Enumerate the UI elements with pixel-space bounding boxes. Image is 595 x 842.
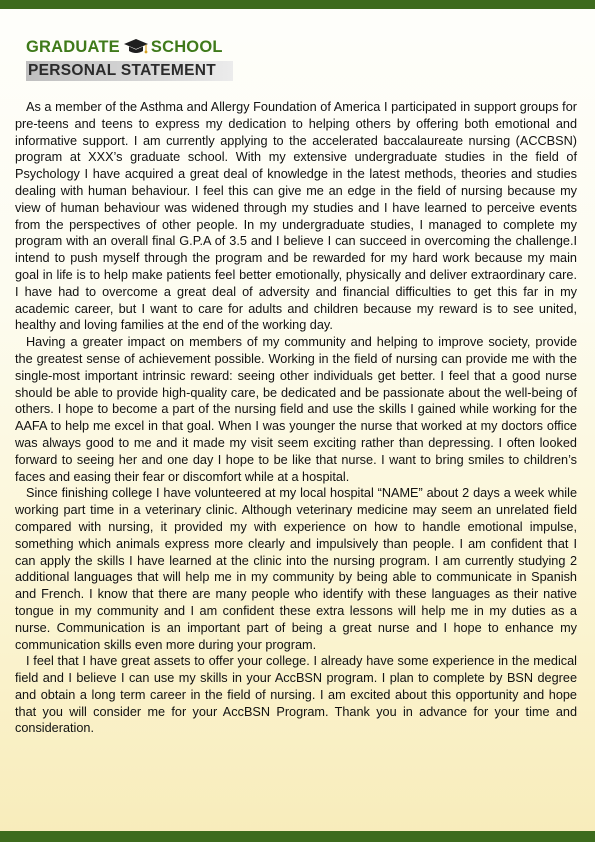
statement-paragraph-1: As a member of the Asthma and Allergy Foundation of America I participated in support groups for pre-teens and teens to express my dedication to helping others by offering both emotional and informative support. I am currently applying to the accelerated baccalaureate nursing (ACCBSN) program at XXX’s graduate school. With my extensive undergraduate studies in the field of Psychology I have acquired a great deal of knowledge in the latest methods, theories and studies dealing with human behaviour. I feel this can give me an edge in the field of nursing because my view of human behaviour was widened through my studies and I have learned to perceive events from the perspectives of other people. In my undergraduate studies, I managed to complete my program with an overall final G.P.A of 3.5 and I believe I can succeed in overcoming the challenge.I intend to push myself through the program and be rewarded for my hard work because my main goal in life is to help make patients feel better emotionally, physically and deliver extraordinary care. I have had to overcome a great deal of adversity and financial difficulties to get this far in my academic career, but I want to care for adults and children because my reward is to see united, healthy and loving families at the end of the working day.: [15, 100, 577, 333]
statement-paragraph-4: I feel that I have great assets to offer your college. I already have some experience in the medical field and I believe I can use my skills in your AccBSN program. I plan to complete by BSN degree and obtain a long term career in the field of nursing. I am excited about this opportunity and hope that you will consider me for your AccBSN Program. Thank you in advance for your time and consideration.: [15, 654, 577, 736]
personal-statement-body: [15, 99, 577, 737]
statement-paragraph-3: Since finishing college I have volunteered at my local hospital “NAME” about 2 days a week while working part time in a veterinary clinic. Although veterinary medicine may seem an unrelated field compared with nursing, it provided my with experience on how to handle emotional impulse, something which animals express more clearly and impulsively than people. I am confident that I can apply the skills I have learned at the clinic into the nursing program. I am currently studying 2 additional languages that will help me in my community by being able to communicate in Spanish and French. I know that there are many people who identify with these languages as their native tongue in my community and I am confident these extra lessons will help me in my duties as a nurse. Communication is an important part of being a great nurse and I hope to enhance my communication skills even more during your program.: [15, 486, 577, 652]
graduation-cap-icon: [123, 37, 149, 57]
logo-subtitle: PERSONAL STATEMENT: [26, 61, 233, 81]
site-logo: [26, 37, 232, 81]
statement-paragraph-2: Having a greater impact on members of my community and helping to improve society, provide the greatest sense of achievement possible. Working in the field of nursing can provide me with the single-most important intrinsic reward: seeing other individuals get better. I feel that a good nurse should be able to provide high-quality care, be dedicated and be passionate about the well-being of others. I hope to become a part of the nursing field and use the skills I gained while working for the AAFA to help me excel in that goal. When I was younger the nurse that worked at my doctors office was always good to me and it made my visit seem exciting rather than depressing. I often looked forward to seeing her and one day I hope to be like that nurse. I want to bring smiles to children’s faces and easing their fear or discomfort while at a hospital.: [15, 335, 577, 484]
top-border-bar: [0, 0, 595, 9]
logo-title: [26, 37, 232, 57]
logo-word-school: SCHOOL: [150, 38, 223, 56]
logo-word-graduate: GRADUATE: [26, 38, 120, 56]
bottom-border-bar: [0, 831, 595, 842]
